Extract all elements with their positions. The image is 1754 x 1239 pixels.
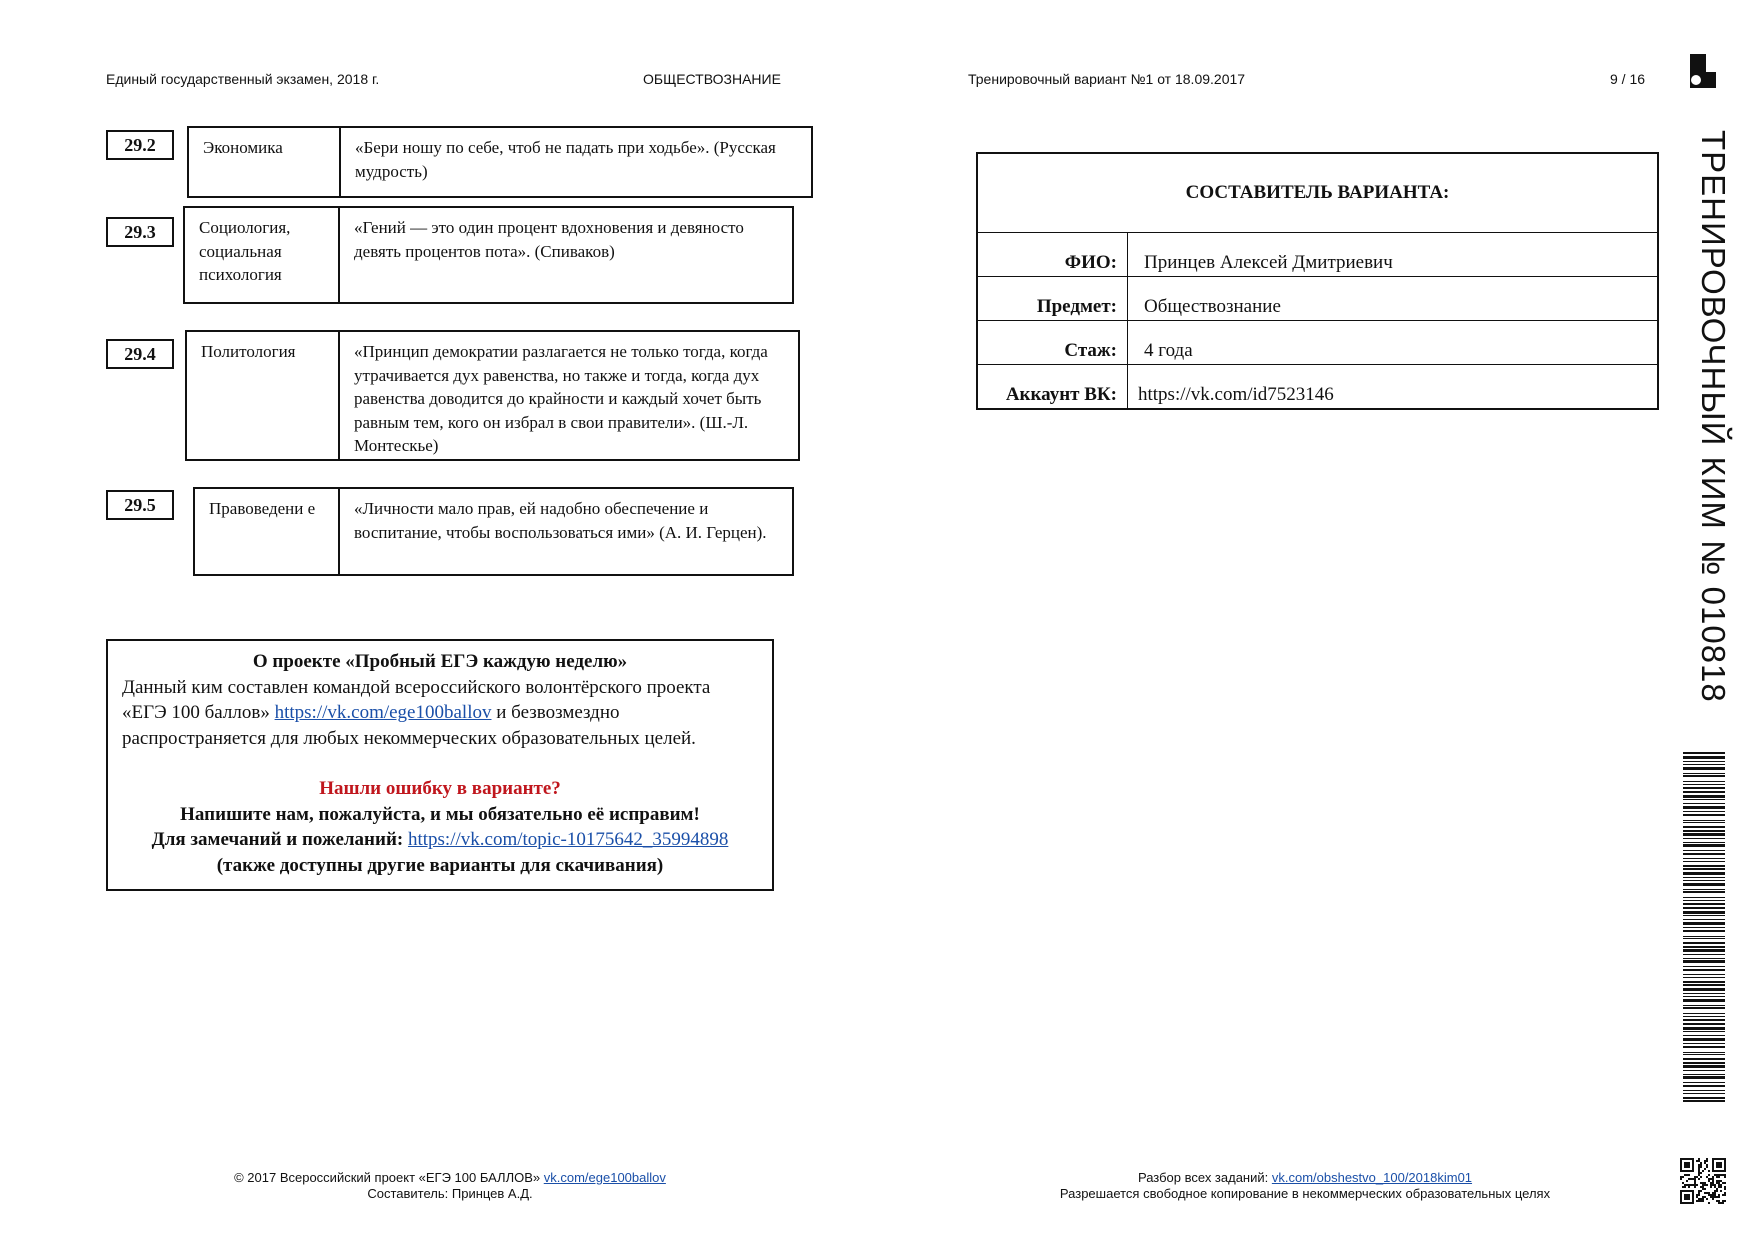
author-key: Аккаунт ВК: <box>978 365 1128 408</box>
author-value: 4 года <box>1144 340 1193 361</box>
remarks-link[interactable]: https://vk.com/topic-10175642_35994898 <box>407 829 729 850</box>
header-page-number: 9 / 16 <box>1610 71 1646 87</box>
footer-copyright: © 2017 Всероссийский проект «ЕГЭ 100 БАЛЛОВ» <box>234 1170 544 1185</box>
qr-code-icon <box>1680 1158 1726 1204</box>
author-row-name <box>978 233 1657 277</box>
error-title: Нашли ошибку в варианте? <box>319 778 561 799</box>
question-quote: «Принцип демократии разлагается не только тогда, когда утрачивается дух равенства, но также и тогда, когда дух равенства доводится до крайности и каждый хочет быть равным тем, кого он избрал в свои правители». (Ш.-Л. Монтескье) <box>354 342 768 455</box>
header-subject: ОБЩЕСТВОЗНАНИЕ <box>643 71 781 87</box>
author-table <box>976 152 1659 410</box>
barcode-icon <box>1683 752 1725 1102</box>
author-vk-link[interactable]: https://vk.com/id7523146 <box>1138 384 1334 405</box>
project-title: О проекте «Пробный ЕГЭ каждую неделю» <box>252 651 628 672</box>
question-box <box>187 126 813 198</box>
project-description <box>122 675 758 752</box>
project-text: Данный ким составлен командой всероссийского волонтёрского проекта «ЕГЭ 100 баллов» <box>122 676 711 723</box>
question-box <box>185 330 800 461</box>
header-variant: Тренировочный вариант №1 от 18.09.2017 <box>968 71 1246 87</box>
remarks-label: Для замечаний и пожеланий: <box>151 829 408 850</box>
question-quote: «Личности мало прав, ей надобно обеспечение и воспитание, чтобы воспользоваться ими» (А. И. Герцен). <box>354 499 767 542</box>
question-topic: Экономика <box>189 128 341 196</box>
question-box <box>193 487 794 576</box>
corner-mark-icon <box>1690 54 1716 88</box>
author-table-title: СОСТАВИТЕЛЬ ВАРИАНТА: <box>978 154 1657 233</box>
footer-left <box>180 1170 720 1202</box>
author-key: ФИО: <box>978 233 1128 276</box>
author-row-subject <box>978 277 1657 321</box>
footer-copy-note: Разрешается свободное копирование в некоммерческих образовательных целях <box>1059 1186 1551 1201</box>
footer-right <box>1000 1170 1610 1202</box>
footer-vk-link[interactable]: vk.com/ege100ballov <box>543 1170 666 1185</box>
question-topic: Социология, социальная психология <box>185 208 340 302</box>
also-available-text: (также доступны другие варианты для скачивания) <box>216 854 664 876</box>
project-text: и безвозмездно распространяется для любых некоммерческих образовательных целей. <box>122 702 696 749</box>
remarks-line <box>122 827 758 853</box>
author-value: Принцев Алексей Дмитриевич <box>1144 252 1393 273</box>
author-row-vk <box>978 365 1657 408</box>
side-title-text: ТРЕНИРОВОЧНЫЙ КИМ № 010818 <box>1695 130 1732 703</box>
question-quote: «Бери ношу по себе, чтоб не падать при ходьбе». (Русская мудрость) <box>355 138 776 181</box>
question-quote: «Гений — это один процент вдохновения и девяносто девять процентов пота». (Спиваков) <box>354 218 744 261</box>
question-number: 29.4 <box>106 339 174 369</box>
question-box <box>183 206 794 304</box>
write-us-text: Напишите нам, пожалуйста, и мы обязательно её исправим! <box>180 803 700 825</box>
author-value: Обществознание <box>1144 296 1281 317</box>
question-number: 29.3 <box>106 217 174 247</box>
project-vk-link[interactable]: https://vk.com/ege100ballov <box>274 702 492 723</box>
footer-analysis-label: Разбор всех заданий: <box>1137 1170 1272 1185</box>
question-topic: Правоведени е <box>195 489 340 574</box>
author-row-experience <box>978 321 1657 365</box>
question-number: 29.5 <box>106 490 174 520</box>
author-key: Предмет: <box>978 277 1128 320</box>
author-key: Стаж: <box>978 321 1128 364</box>
footer-author: Составитель: Принцев А.Д. <box>367 1186 533 1201</box>
question-topic: Политология <box>187 332 340 459</box>
footer-analysis-link[interactable]: vk.com/obshestvo_100/2018kim01 <box>1271 1170 1473 1185</box>
header-exam-title: Единый государственный экзамен, 2018 г. <box>106 71 380 87</box>
question-number: 29.2 <box>106 130 174 160</box>
project-info-box <box>106 639 774 891</box>
